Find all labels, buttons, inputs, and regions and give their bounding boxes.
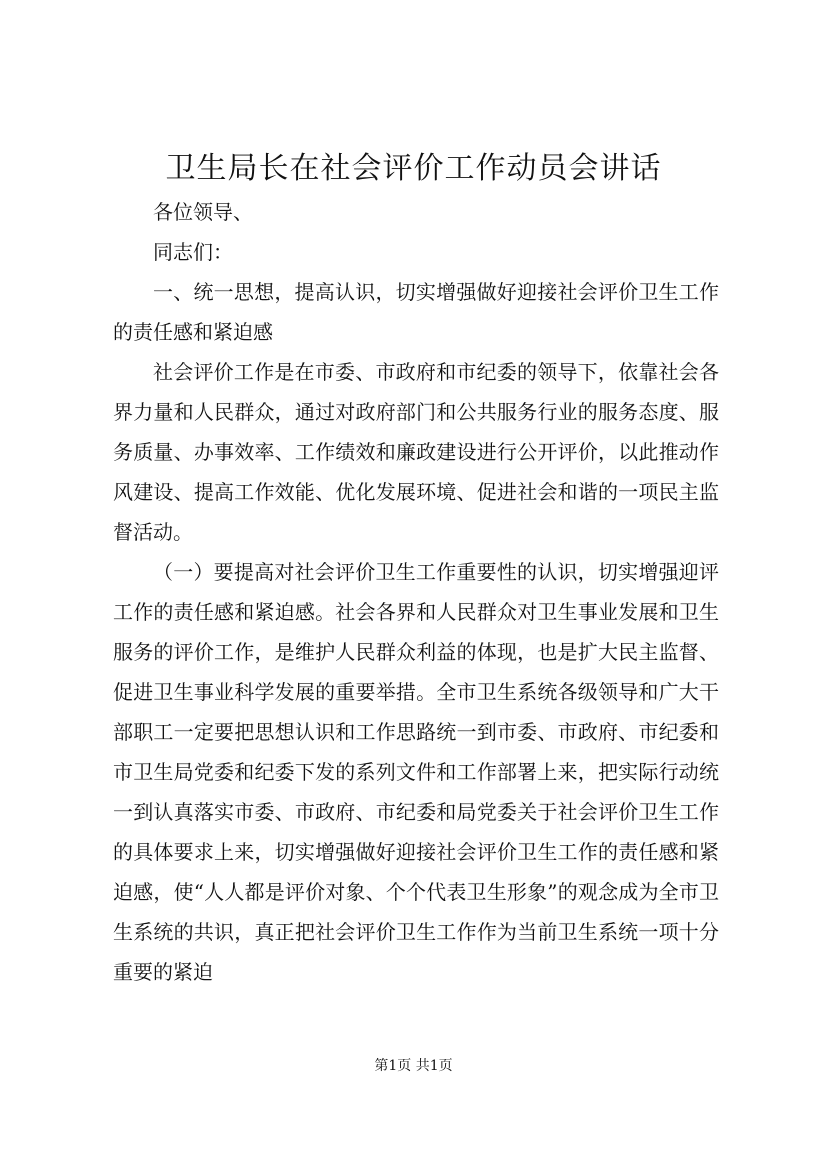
salutation-line-1: 各位领导、 xyxy=(153,200,253,224)
document-body xyxy=(113,192,719,992)
body-paragraph: 社会评价工作是在市委、市政府和市纪委的领导下，依靠社会各界力量和人民群众，通过对政府部门和公共服务行业的服务态度、服务质量、办事效率、工作绩效和廉政建设进行公开评价，以此推动作风建设、提高工作效能、优化发展环境、促进社会和谐的一项民主监督活动。 xyxy=(113,360,719,544)
body-paragraph: （一）要提高对社会评价卫生工作重要性的认识，切实增强迎评工作的责任感和紧迫感。社会各界和人民群众对卫生事业发展和卫生服务的评价工作，是维护人民群众利益的体现，也是扩大民主监督、促进卫生事业科学发展的重要举措。全市卫生系统各级领导和广大干部职工一定要把思想认识和工作思路统一到市委、市政府、市纪委和市卫生局党委和纪委下发的系列文件和工作部署上来，把实际行动统一到认真落实市委、市政府、市纪委和局党委关于社会评价卫生工作的具体要求上来，切实增强做好迎接社会评价卫生工作的责任感和紧迫感，使“人人都是评价对象、个个代表卫生形象”的观念成为全市卫生系统的共识，真正把社会评价卫生工作作为当前卫生系统一项十分重要的紧迫 xyxy=(113,560,719,984)
document-title: 卫生局长在社会评价工作动员会讲话 xyxy=(165,151,662,186)
salutation-line-2: 同志们： xyxy=(153,240,233,264)
page-footer: 第1页 共1页 xyxy=(374,1058,453,1074)
section-heading: 一、统一思想，提高认识，切实增强做好迎接社会评价卫生工作的责任感和紧迫感 xyxy=(113,280,719,344)
